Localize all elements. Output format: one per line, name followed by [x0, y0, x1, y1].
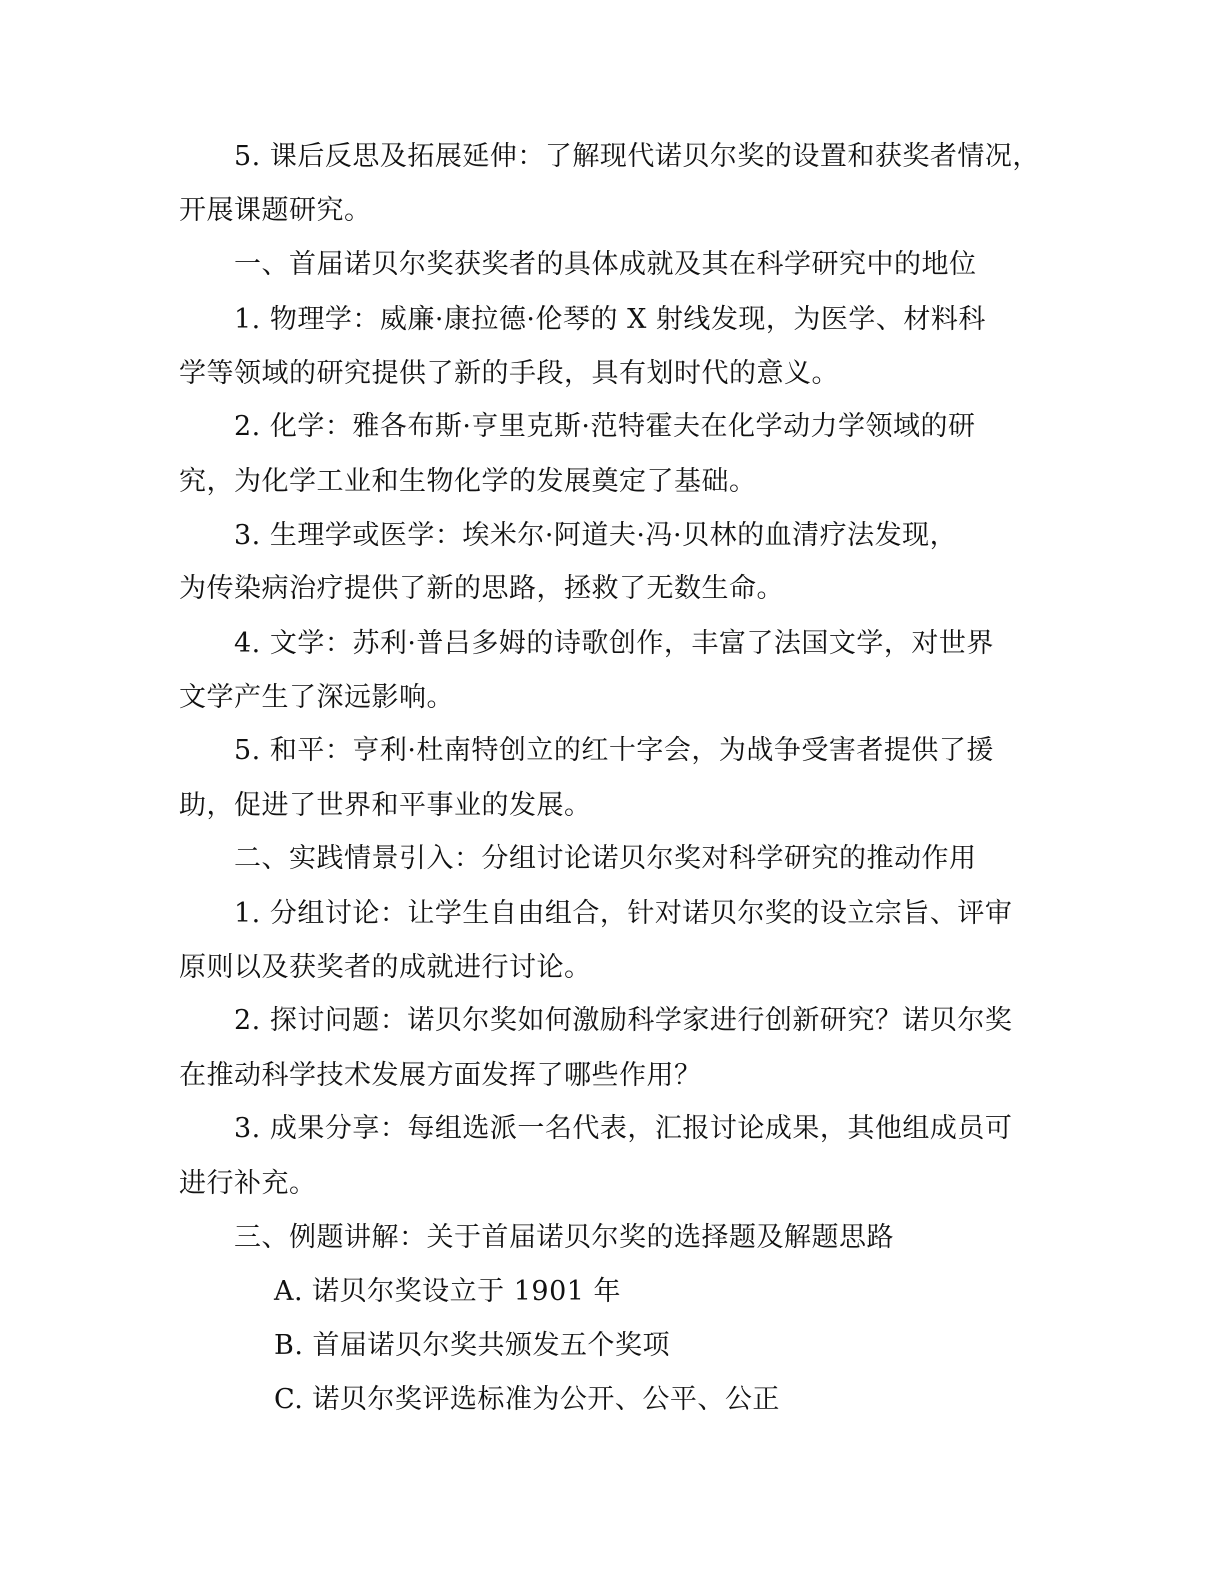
text-line: 3. 成果分享：每组选派一名代表，汇报讨论成果，其他组成员可	[234, 1113, 1013, 1144]
text-line: 原则以及获奖者的成就进行讨论。	[179, 952, 592, 983]
section-heading: 三、例题讲解：关于首届诺贝尔奖的选择题及解题思路	[234, 1222, 894, 1253]
text-line: 究，为化学工业和生物化学的发展奠定了基础。	[179, 466, 757, 497]
text-line: 2. 化学：雅各布斯·亨里克斯·范特霍夫在化学动力学领域的研	[234, 411, 976, 442]
text-line: 在推动科学技术发展方面发挥了哪些作用？	[179, 1060, 702, 1091]
section-heading: 一、首届诺贝尔奖获奖者的具体成就及其在科学研究中的地位	[234, 249, 977, 280]
text-line: 1. 物理学：威廉·康拉德·伦琴的 X 射线发现，为医学、材料科	[234, 304, 986, 335]
text-line: 为传染病治疗提供了新的思路，拯救了无数生命。	[179, 573, 784, 604]
text-line: 4. 文学：苏利·普吕多姆的诗歌创作，丰富了法国文学，对世界	[234, 628, 994, 659]
text-line: 5. 课后反思及拓展延伸：了解现代诺贝尔奖的设置和获奖者情况，	[234, 141, 1040, 172]
text-line: 1. 分组讨论：让学生自由组合，针对诺贝尔奖的设立宗旨、评审	[234, 898, 1013, 929]
text-line: 进行补充。	[179, 1168, 317, 1199]
text-line: 开展课题研究。	[179, 195, 372, 226]
option-b: B. 首届诺贝尔奖共颁发五个奖项	[274, 1330, 671, 1361]
text-line: 2. 探讨问题：诺贝尔奖如何激励科学家进行创新研究？诺贝尔奖	[234, 1005, 1013, 1036]
text-line: 5. 和平：亨利·杜南特创立的红十字会，为战争受害者提供了援	[234, 735, 994, 766]
text-line: 学等领域的研究提供了新的手段，具有划时代的意义。	[179, 358, 839, 389]
text-line: 3. 生理学或医学：埃米尔·阿道夫·冯·贝林的血清疗法发现，	[234, 520, 958, 551]
option-a: A. 诺贝尔奖设立于 1901 年	[274, 1276, 622, 1307]
text-line: 助，促进了世界和平事业的发展。	[179, 790, 592, 821]
text-line: 文学产生了深远影响。	[179, 682, 454, 713]
section-heading: 二、实践情景引入：分组讨论诺贝尔奖对科学研究的推动作用	[234, 843, 977, 874]
option-c: C. 诺贝尔奖评选标准为公开、公平、公正	[274, 1384, 780, 1415]
